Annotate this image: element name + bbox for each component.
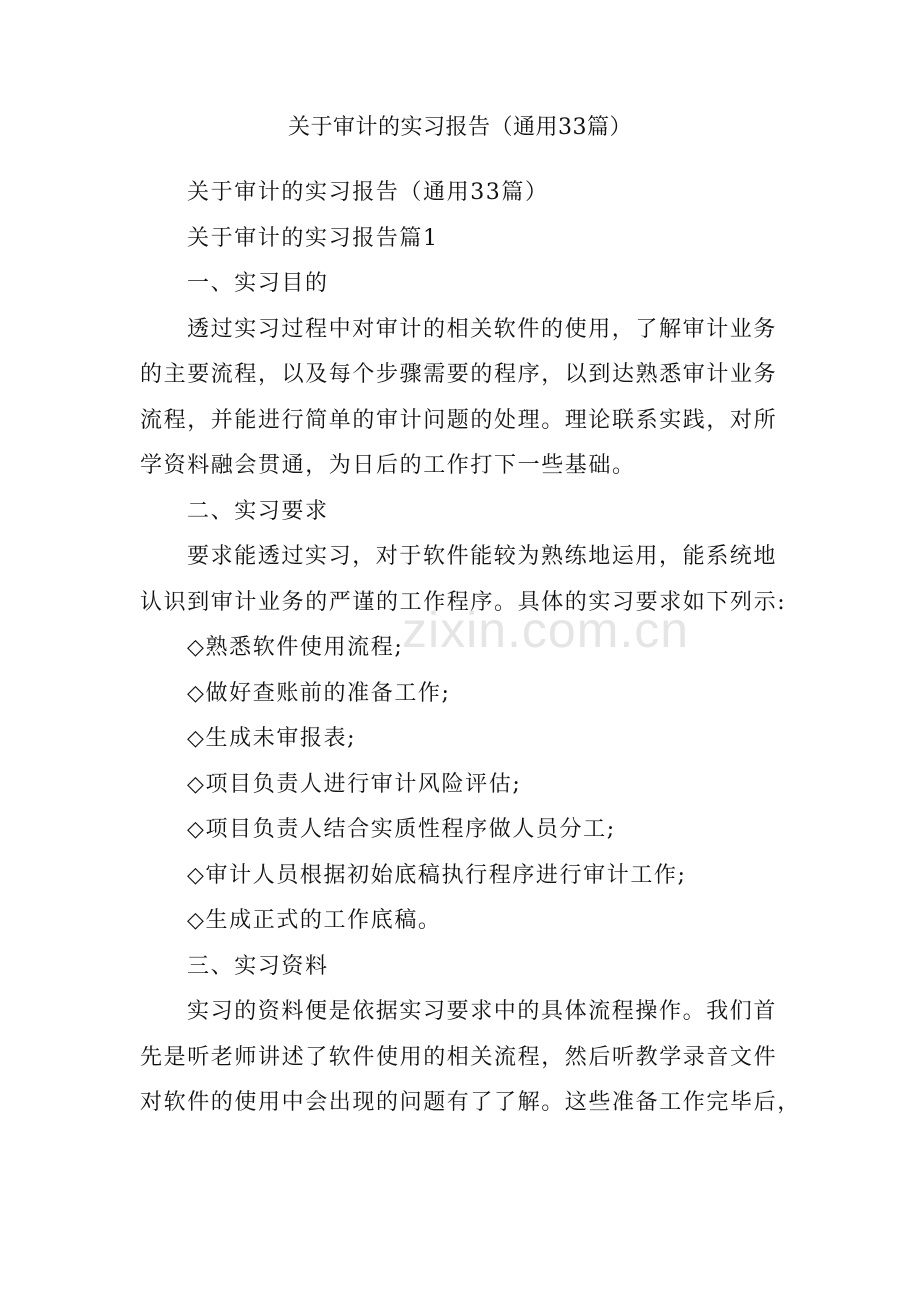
body-line: 先是听老师讲述了软件使用的相关流程，然后听教学录音文件 [140, 1044, 778, 1070]
body-line: 认识到审计业务的严谨的工作程序。具体的实习要求如下列示: [140, 589, 787, 615]
body-line: ◇审计人员根据初始底稿执行程序进行审计工作; [187, 862, 687, 888]
body-line: ◇做好查账前的准备工作; [187, 680, 451, 706]
body-line: 关于审计的实习报告（通用33篇） [187, 180, 549, 205]
body-line: 一、实习目的 [187, 271, 329, 296]
body-line: ◇熟悉软件使用流程; [187, 635, 404, 660]
body-line: 要求能透过实习，对于软件能较为熟练地运用，能系统地 [187, 544, 778, 569]
body-line: 学资料融会贯通，为日后的工作打下一些基础。 [140, 453, 636, 478]
body-line: 实习的资料便是依据实习要求中的具体流程操作。我们首 [187, 999, 778, 1024]
body-line: 三、实习资料 [187, 953, 329, 979]
watermark: zixin.com.cn [402, 602, 690, 658]
body-line: 二、实习要求 [187, 498, 329, 524]
body-line: ◇项目负责人进行审计风险评估; [187, 771, 522, 797]
document-body [140, 170, 801, 1126]
body-line: ◇生成正式的工作底稿。 [187, 908, 442, 933]
body-line: ◇项目负责人结合实质性程序做人员分工; [187, 817, 616, 842]
body-line: 对软件的使用中会出现的问题有了了解。这些准备工作完毕后， [140, 1090, 801, 1115]
document-title: 关于审计的实习报告（通用33篇） [288, 115, 632, 140]
body-line: 的主要流程，以及每个步骤需要的程序，以到达熟悉审计业务 [140, 362, 778, 387]
body-line: 关于审计的实习报告篇1 [187, 225, 439, 251]
body-line: 流程，并能进行简单的审计问题的处理。理论联系实践，对所 [140, 407, 778, 433]
body-line: ◇生成未审报表; [187, 726, 357, 751]
body-line: 透过实习过程中对审计的相关软件的使用，了解审计业务 [187, 316, 778, 342]
